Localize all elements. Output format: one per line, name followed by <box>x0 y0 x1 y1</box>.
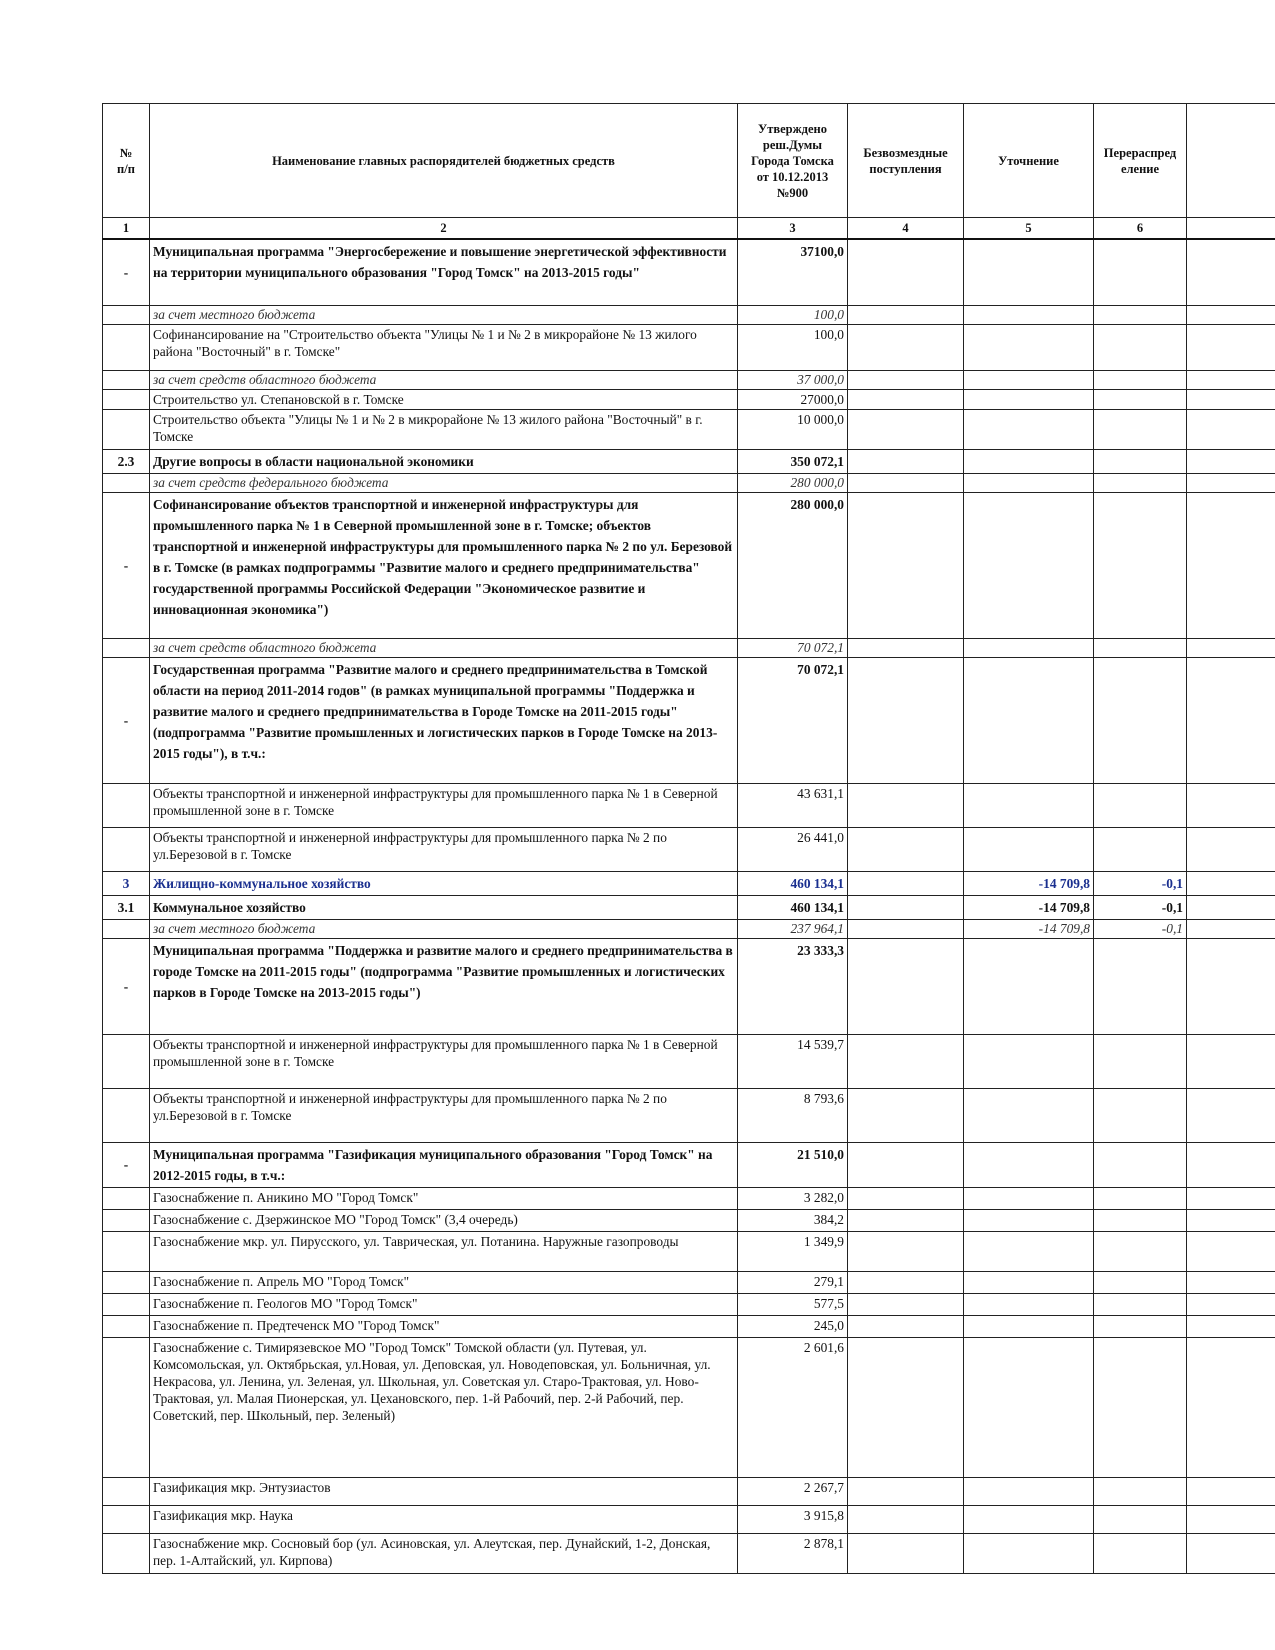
row-redistribution: -0,1 <box>1094 871 1187 895</box>
row-number <box>103 1231 150 1271</box>
row-name: Муниципальная программа "Энергосбережение и повышение энергетической эффективности на территории муниципального образования "Город Томск" на 2013-2015 годы" <box>150 239 738 305</box>
row-redistribution <box>1094 324 1187 370</box>
row-redistribution <box>1094 409 1187 449</box>
row-clarification <box>964 1187 1094 1209</box>
row-clarification <box>964 389 1094 409</box>
row-name: Муниципальная программа "Газификация муниципального образования "Город Томск" на 2012-2015 годы, в т.ч.: <box>150 1142 738 1187</box>
row-extra <box>1187 895 1275 919</box>
row-free-receipts <box>848 1088 964 1142</box>
row-approved: 23 333,3 <box>738 938 848 1034</box>
row-number: 3 <box>103 871 150 895</box>
row-clarification <box>964 409 1094 449</box>
row-number: 2.3 <box>103 449 150 473</box>
row-approved: 10 000,0 <box>738 409 848 449</box>
row-number <box>103 1315 150 1337</box>
row-redistribution <box>1094 370 1187 389</box>
row-clarification <box>964 1231 1094 1271</box>
table-row <box>103 1293 1275 1315</box>
row-name: Газоснабжение п. Апрель МО "Город Томск" <box>150 1271 738 1293</box>
row-clarification <box>964 1315 1094 1337</box>
table-row <box>103 1477 1275 1505</box>
row-redistribution <box>1094 638 1187 657</box>
row-free-receipts <box>848 389 964 409</box>
row-name: за счет средств областного бюджета <box>150 638 738 657</box>
row-approved: 245,0 <box>738 1315 848 1337</box>
table-row <box>103 1209 1275 1231</box>
row-clarification <box>964 1209 1094 1231</box>
row-name: Жилищно-коммунальное хозяйство <box>150 871 738 895</box>
row-extra <box>1187 871 1275 895</box>
row-approved: 3 915,8 <box>738 1505 848 1533</box>
row-approved: 350 072,1 <box>738 449 848 473</box>
row-free-receipts <box>848 492 964 638</box>
row-number <box>103 1293 150 1315</box>
header-extra <box>1187 104 1275 218</box>
row-redistribution <box>1094 1293 1187 1315</box>
row-approved: 37100,0 <box>738 239 848 305</box>
table-row <box>103 473 1275 492</box>
row-name: Государственная программа "Развитие малого и среднего предпринимательства в Томской области на период 2011-2014 годов" (в рамках муниципальной программы "Поддержка и развитие малого и среднего предпринимательства в Городе Томске на 2011-2015 годы" (подпрограмма "Развитие промышленных и логистических парков в Городе Томске на 2013-2015 годы"), в т.ч.: <box>150 657 738 783</box>
row-free-receipts <box>848 1533 964 1573</box>
row-redistribution <box>1094 1505 1187 1533</box>
row-extra <box>1187 638 1275 657</box>
col-number-6: 6 <box>1094 218 1187 240</box>
row-extra <box>1187 324 1275 370</box>
row-free-receipts <box>848 1142 964 1187</box>
row-name: Объекты транспортной и инженерной инфраструктуры для промышленного парка № 2 по ул.Березовой в г. Томске <box>150 1088 738 1142</box>
row-number: - <box>103 239 150 305</box>
row-name: Газоснабжение п. Предтеченск МО "Город Томск" <box>150 1315 738 1337</box>
row-approved: 8 793,6 <box>738 1088 848 1142</box>
row-clarification <box>964 370 1094 389</box>
table-row <box>103 449 1275 473</box>
row-clarification <box>964 239 1094 305</box>
row-redistribution <box>1094 783 1187 827</box>
row-number <box>103 409 150 449</box>
row-extra <box>1187 919 1275 938</box>
row-name: Софинансирование на "Строительство объекта "Улицы № 1 и № 2 в микрорайоне № 13 жилого района "Восточный" в г. Томске" <box>150 324 738 370</box>
row-free-receipts <box>848 1505 964 1533</box>
row-clarification <box>964 638 1094 657</box>
col-number-3: 3 <box>738 218 848 240</box>
row-number <box>103 1187 150 1209</box>
row-free-receipts <box>848 938 964 1034</box>
row-name: Газоснабжение п. Аникино МО "Город Томск" <box>150 1187 738 1209</box>
row-name: Газоснабжение п. Геологов МО "Город Томск" <box>150 1293 738 1315</box>
table-row <box>103 919 1275 938</box>
row-approved: 70 072,1 <box>738 638 848 657</box>
row-number <box>103 827 150 871</box>
row-extra <box>1187 657 1275 783</box>
row-redistribution <box>1094 938 1187 1034</box>
row-approved: 14 539,7 <box>738 1034 848 1088</box>
table-row <box>103 638 1275 657</box>
row-clarification <box>964 938 1094 1034</box>
row-approved: 384,2 <box>738 1209 848 1231</box>
row-number <box>103 370 150 389</box>
row-redistribution <box>1094 657 1187 783</box>
row-extra <box>1187 1231 1275 1271</box>
row-approved: 2 878,1 <box>738 1533 848 1573</box>
row-name: Коммунальное хозяйство <box>150 895 738 919</box>
row-free-receipts <box>848 1477 964 1505</box>
row-free-receipts <box>848 473 964 492</box>
row-clarification <box>964 657 1094 783</box>
row-clarification: -14 709,8 <box>964 871 1094 895</box>
row-approved: 27000,0 <box>738 389 848 409</box>
header-approved: Утверждено реш.Думы Города Томска от 10.12.2013 №900 <box>738 104 848 218</box>
row-extra <box>1187 1337 1275 1477</box>
row-redistribution <box>1094 1477 1187 1505</box>
row-extra <box>1187 389 1275 409</box>
row-free-receipts <box>848 370 964 389</box>
row-redistribution <box>1094 239 1187 305</box>
row-name: Объекты транспортной и инженерной инфраструктуры для промышленного парка № 1 в Северной промышленной зоне в г. Томске <box>150 783 738 827</box>
row-free-receipts <box>848 919 964 938</box>
row-number: - <box>103 1142 150 1187</box>
row-free-receipts <box>848 1337 964 1477</box>
row-approved: 577,5 <box>738 1293 848 1315</box>
table-row <box>103 1533 1275 1573</box>
row-number <box>103 919 150 938</box>
row-free-receipts <box>848 638 964 657</box>
row-clarification <box>964 783 1094 827</box>
row-number: - <box>103 938 150 1034</box>
row-number <box>103 1209 150 1231</box>
row-extra <box>1187 1293 1275 1315</box>
row-name: Муниципальная программа "Поддержка и развитие малого и среднего предпринимательства в городе Томске на 2011-2015 годы" (подпрограмма "Развитие промышленных и логистических парков в Городе Томске на 2013-2015 годы") <box>150 938 738 1034</box>
row-redistribution <box>1094 1142 1187 1187</box>
row-redistribution <box>1094 492 1187 638</box>
row-approved: 70 072,1 <box>738 657 848 783</box>
table-row <box>103 1271 1275 1293</box>
row-extra <box>1187 1271 1275 1293</box>
table-row <box>103 1187 1275 1209</box>
row-extra <box>1187 449 1275 473</box>
row-approved: 21 510,0 <box>738 1142 848 1187</box>
row-extra <box>1187 1034 1275 1088</box>
row-redistribution <box>1094 389 1187 409</box>
row-number <box>103 1533 150 1573</box>
row-number <box>103 473 150 492</box>
row-free-receipts <box>848 1315 964 1337</box>
row-name: Газификация мкр. Наука <box>150 1505 738 1533</box>
table-row <box>103 324 1275 370</box>
table-row <box>103 895 1275 919</box>
col-number-1: 1 <box>103 218 150 240</box>
row-name: Объекты транспортной и инженерной инфраструктуры для промышленного парка № 2 по ул.Березовой в г. Томске <box>150 827 738 871</box>
row-approved: 279,1 <box>738 1271 848 1293</box>
table-row <box>103 1142 1275 1187</box>
row-approved: 460 134,1 <box>738 871 848 895</box>
row-redistribution <box>1094 1088 1187 1142</box>
col-number-5: 5 <box>964 218 1094 240</box>
row-approved: 37 000,0 <box>738 370 848 389</box>
row-redistribution <box>1094 473 1187 492</box>
col-number-7 <box>1187 218 1275 240</box>
row-clarification <box>964 1505 1094 1533</box>
row-free-receipts <box>848 1187 964 1209</box>
row-extra <box>1187 1209 1275 1231</box>
row-name: Газоснабжение мкр. ул. Пирусского, ул. Таврическая, ул. Потанина. Наружные газопроводы <box>150 1231 738 1271</box>
row-name: за счет средств областного бюджета <box>150 370 738 389</box>
table-row <box>103 1337 1275 1477</box>
row-name: Газификация мкр. Энтузиастов <box>150 1477 738 1505</box>
row-free-receipts <box>848 895 964 919</box>
table-row <box>103 783 1275 827</box>
row-clarification: -14 709,8 <box>964 919 1094 938</box>
table-row <box>103 938 1275 1034</box>
header-number: № п/п <box>103 104 150 218</box>
row-number: - <box>103 492 150 638</box>
row-redistribution <box>1094 1209 1187 1231</box>
row-clarification <box>964 1533 1094 1573</box>
row-approved: 43 631,1 <box>738 783 848 827</box>
row-number <box>103 1505 150 1533</box>
row-redistribution: -0,1 <box>1094 919 1187 938</box>
row-clarification <box>964 1337 1094 1477</box>
table-row <box>103 1088 1275 1142</box>
row-name: Объекты транспортной и инженерной инфраструктуры для промышленного парка № 1 в Северной промышленной зоне в г. Томске <box>150 1034 738 1088</box>
row-free-receipts <box>848 1231 964 1271</box>
row-approved: 460 134,1 <box>738 895 848 919</box>
row-free-receipts <box>848 239 964 305</box>
row-name: Строительство объекта "Улицы № 1 и № 2 в микрорайоне № 13 жилого района "Восточный" в г. Томске <box>150 409 738 449</box>
row-approved: 3 282,0 <box>738 1187 848 1209</box>
table-row <box>103 409 1275 449</box>
row-number <box>103 638 150 657</box>
row-approved: 237 964,1 <box>738 919 848 938</box>
row-number: 3.1 <box>103 895 150 919</box>
row-free-receipts <box>848 1209 964 1231</box>
row-name: Газоснабжение с. Тимирязевское МО "Город Томск" Томской области (ул. Путевая, ул. Комсомольская, ул. Октябрьская, ул.Новая, ул. Деповская, ул. Новодеповская, ул. Больничная, ул. Некрасова, ул. Ленина, ул. Зеленая, ул. Школьная, ул. Советская ул. Старо-Трактовая, ул. Ново-Трактовая, ул. Малая Пионерская, ул. Цехановского, пер. 1-й Рабочий, пер. 2-й Рабочий, пер. Советский, пер. Школьный, пер. Зеленый) <box>150 1337 738 1477</box>
row-approved: 100,0 <box>738 324 848 370</box>
row-name: за счет средств федерального бюджета <box>150 473 738 492</box>
table-row <box>103 871 1275 895</box>
row-number <box>103 324 150 370</box>
row-free-receipts <box>848 871 964 895</box>
row-name: Газоснабжение с. Дзержинское МО "Город Томск" (3,4 очередь) <box>150 1209 738 1231</box>
row-approved: 100,0 <box>738 305 848 324</box>
row-name: за счет местного бюджета <box>150 305 738 324</box>
row-extra <box>1187 1505 1275 1533</box>
row-name: за счет местного бюджета <box>150 919 738 938</box>
table-row <box>103 1034 1275 1088</box>
row-clarification <box>964 473 1094 492</box>
row-approved: 2 601,6 <box>738 1337 848 1477</box>
header-redistribution: Перераспред еление <box>1094 104 1187 218</box>
table-row <box>103 1505 1275 1533</box>
budget-table <box>102 103 1275 1574</box>
row-clarification <box>964 1142 1094 1187</box>
row-number <box>103 305 150 324</box>
row-extra <box>1187 1315 1275 1337</box>
table-row <box>103 492 1275 638</box>
row-clarification <box>964 449 1094 473</box>
row-extra <box>1187 1088 1275 1142</box>
row-number <box>103 1477 150 1505</box>
row-extra <box>1187 1187 1275 1209</box>
table-row <box>103 389 1275 409</box>
row-approved: 2 267,7 <box>738 1477 848 1505</box>
col-number-2: 2 <box>150 218 738 240</box>
row-number <box>103 783 150 827</box>
row-number: - <box>103 657 150 783</box>
row-clarification <box>964 324 1094 370</box>
row-number <box>103 1034 150 1088</box>
row-redistribution <box>1094 1337 1187 1477</box>
row-clarification <box>964 1088 1094 1142</box>
row-clarification <box>964 1293 1094 1315</box>
header-clarification: Уточнение <box>964 104 1094 218</box>
row-approved: 1 349,9 <box>738 1231 848 1271</box>
row-redistribution <box>1094 305 1187 324</box>
row-redistribution <box>1094 449 1187 473</box>
header-name: Наименование главных распорядителей бюджетных средств <box>150 104 738 218</box>
row-extra <box>1187 1142 1275 1187</box>
row-clarification <box>964 492 1094 638</box>
row-redistribution <box>1094 1034 1187 1088</box>
row-extra <box>1187 1533 1275 1573</box>
row-clarification <box>964 305 1094 324</box>
row-extra <box>1187 305 1275 324</box>
row-free-receipts <box>848 409 964 449</box>
row-redistribution <box>1094 1533 1187 1573</box>
row-free-receipts <box>848 1293 964 1315</box>
row-name: Строительство ул. Степановской в г. Томске <box>150 389 738 409</box>
table-row <box>103 305 1275 324</box>
row-clarification: -14 709,8 <box>964 895 1094 919</box>
row-extra <box>1187 492 1275 638</box>
row-redistribution <box>1094 1231 1187 1271</box>
table-row <box>103 657 1275 783</box>
row-number <box>103 1337 150 1477</box>
row-clarification <box>964 827 1094 871</box>
table-row <box>103 1231 1275 1271</box>
row-number <box>103 1088 150 1142</box>
row-free-receipts <box>848 827 964 871</box>
row-redistribution <box>1094 827 1187 871</box>
row-extra <box>1187 827 1275 871</box>
row-clarification <box>964 1271 1094 1293</box>
row-number <box>103 389 150 409</box>
row-name: Софинансирование объектов транспортной и инженерной инфраструктуры для промышленного парка № 1 в Северной промышленной зоне в г. Томске; объектов транспортной и инженерной инфраструктуры для промышленного парка № 2 по ул. Березовой в г. Томске (в рамках подпрограммы "Развитие малого и среднего предпринимательства" государственной программы Российской Федерации "Экономическое развитие и инновационная экономика") <box>150 492 738 638</box>
header-row <box>103 104 1275 218</box>
row-extra <box>1187 783 1275 827</box>
row-clarification <box>964 1034 1094 1088</box>
row-extra <box>1187 370 1275 389</box>
row-free-receipts <box>848 324 964 370</box>
row-free-receipts <box>848 305 964 324</box>
row-free-receipts <box>848 449 964 473</box>
row-redistribution <box>1094 1315 1187 1337</box>
row-approved: 280 000,0 <box>738 473 848 492</box>
row-extra <box>1187 409 1275 449</box>
col-number-4: 4 <box>848 218 964 240</box>
table-row <box>103 1315 1275 1337</box>
row-name: Газоснабжение мкр. Сосновый бор (ул. Асиновская, ул. Алеутская, пер. Дунайский, 1-2, Донская, пер. 1-Алтайский, ул. Кирпова) <box>150 1533 738 1573</box>
row-approved: 26 441,0 <box>738 827 848 871</box>
row-extra <box>1187 473 1275 492</box>
row-approved: 280 000,0 <box>738 492 848 638</box>
row-free-receipts <box>848 1034 964 1088</box>
header-free-receipts: Безвозмездные поступления <box>848 104 964 218</box>
row-extra <box>1187 1477 1275 1505</box>
row-redistribution <box>1094 1271 1187 1293</box>
table-row <box>103 370 1275 389</box>
row-extra <box>1187 239 1275 305</box>
row-number <box>103 1271 150 1293</box>
table-row <box>103 827 1275 871</box>
row-name: Другие вопросы в области национальной экономики <box>150 449 738 473</box>
row-extra <box>1187 938 1275 1034</box>
row-free-receipts <box>848 783 964 827</box>
row-clarification <box>964 1477 1094 1505</box>
row-free-receipts <box>848 657 964 783</box>
table-row <box>103 239 1275 305</box>
row-free-receipts <box>848 1271 964 1293</box>
row-redistribution <box>1094 1187 1187 1209</box>
header-number-row <box>103 218 1275 240</box>
row-redistribution: -0,1 <box>1094 895 1187 919</box>
